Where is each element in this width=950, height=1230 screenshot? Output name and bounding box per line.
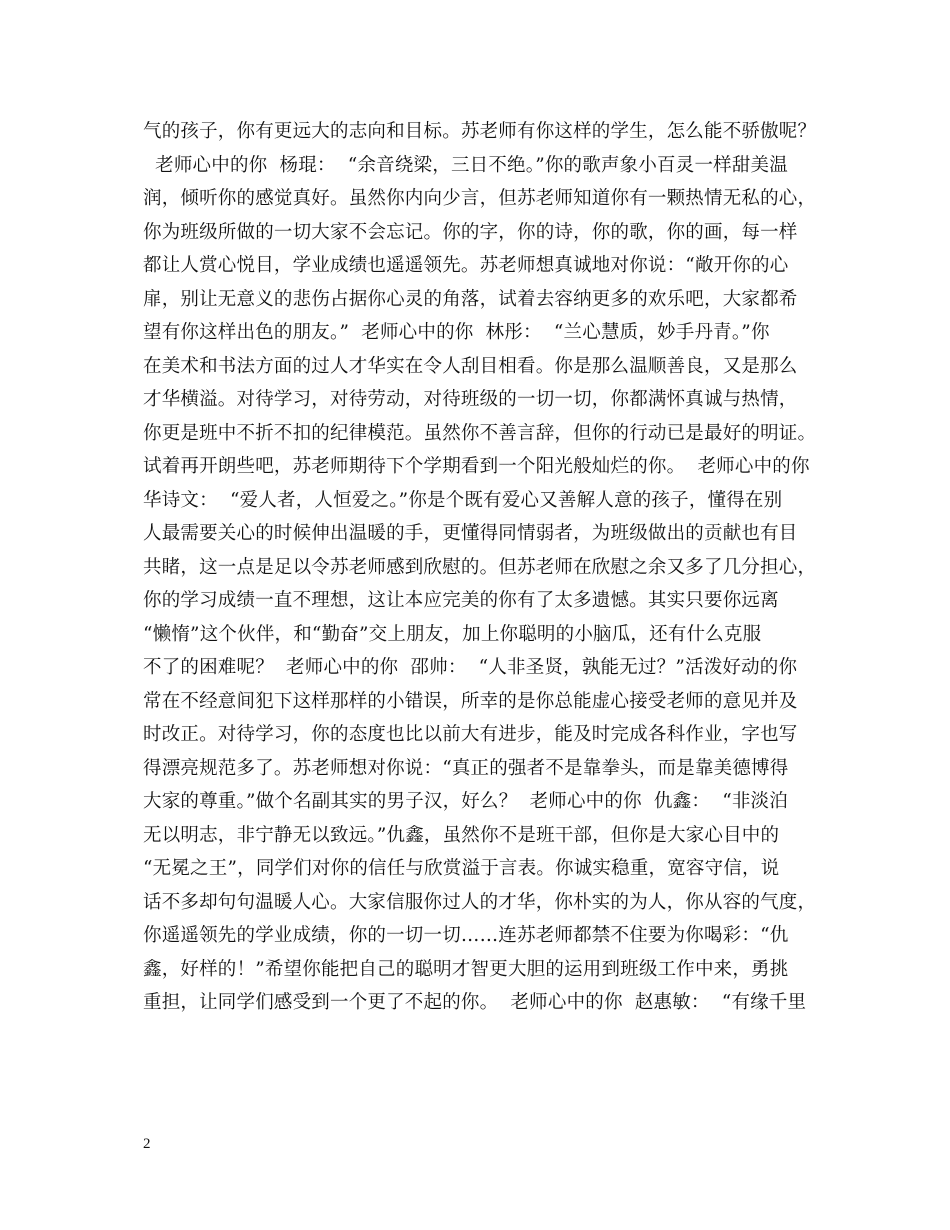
- text-line: 常在不经意间犯下这样那样的小错误，所幸的是你总能虚心接受老师的意见并及: [143, 690, 798, 712]
- text-line: 扉，别让无意义的悲伤占据你心灵的角落，试着去容纳更多的欢乐吧，大家都希: [143, 288, 798, 310]
- text-line: 话不多却句句温暖人心。大家信服你过人的才华，你朴实的为人，你从容的气度，: [143, 891, 817, 913]
- text-line: 共睹，这一点是足以令苏老师感到欣慰的。但苏老师在欣慰之余又多了几分担心，: [143, 556, 817, 578]
- text-line: 不了的困难呢？ 老师心中的你 邵帅： “人非圣贤，孰能无过？”活泼好动的你: [143, 657, 798, 678]
- text-line: 都让人赏心悦目，学业成绩也遥遥领先。苏老师想真诚地对你说：“敞开你的心: [143, 255, 789, 276]
- text-line: 你为班级所做的一切大家不会忘记。你的字，你的诗，你的歌，你的画，每一样: [143, 221, 798, 243]
- body-text: [143, 115, 823, 1020]
- text-line: 无以明志，非宁静无以致远。”仇鑫，虽然你不是班干部，但你是大家心目中的: [143, 824, 780, 846]
- text-line: 重担，让同学们感受到一个更了不起的你。 老师心中的你 赵惠敏： “有缘千里: [143, 992, 807, 1013]
- text-line: 大家的尊重。”做个名副其实的男子汉，好么？ 老师心中的你 仇鑫： “非淡泊: [143, 791, 788, 812]
- text-line: 气的孩子，你有更远大的志向和目标。苏老师有你这样的学生，怎么能不骄傲呢？: [143, 121, 817, 142]
- text-line: 润，倾听你的感觉真好。虽然你内向少言，但苏老师知道你有一颗热情无私的心，: [143, 188, 817, 209]
- text-line: 老师心中的你 杨琨： “余音绕梁，三日不绝。”你的歌声象小百灵一样甜美温: [143, 154, 788, 176]
- text-line: 你的学习成绩一直不理想，这让本应完美的你有了太多遗憾。其实只要你远离: [143, 590, 779, 611]
- text-line: 时改正。对待学习，你的态度也比以前大有进步，能及时完成各科作业，字也写: [143, 724, 798, 745]
- text-line: 你遥遥领先的学业成绩，你的一切一切……连苏老师都禁不住要为你喝彩：“仇: [143, 925, 789, 946]
- text-line: 华诗文： “爱人者，人恒爱之。”你是个既有爱心又善解人意的孩子，懂得在别: [143, 489, 783, 511]
- text-line: “无冕之王”，同学们对你的信任与欣赏溢于言表。你诚实稳重，宽容守信，说: [143, 858, 780, 879]
- text-line: 在美术和书法方面的过人才华实在令人刮目相看。你是那么温顺善良，又是那么: [143, 355, 798, 377]
- text-line: 你更是班中不折不扣的纪律模范。虽然你不善言辞，但你的行动已是最好的明证。: [143, 422, 817, 444]
- text-line: 试着再开朗些吧，苏老师期待下个学期看到一个阳光般灿烂的你。 老师心中的你: [143, 456, 810, 477]
- text-line: “懒惰”这个伙伴，和“勤奋”交上朋友，加上你聪明的小脑瓜，还有什么克服: [143, 623, 762, 645]
- text-line: 得漂亮规范多了。苏老师想对你说：“真正的强者不是靠拳头，而是靠美德博得: [143, 757, 789, 779]
- text-line: 才华横溢。对待学习，对待劳动，对待班级的一切一切，你都满怀真诚与热情，: [143, 389, 798, 410]
- text-line: 人最需要关心的时候伸出温暖的手，更懂得同情弱者，为班级做出的贡献也有目: [143, 523, 798, 544]
- text-line: 鑫，好样的！”希望你能把自己的聪明才智更大胆的运用到班级工作中来，勇挑: [143, 958, 789, 980]
- text-line: 望有你这样出色的朋友。” 老师心中的你 林彤： “兰心慧质，妙手丹青。”你: [143, 322, 770, 343]
- page-number: 2: [143, 1136, 151, 1152]
